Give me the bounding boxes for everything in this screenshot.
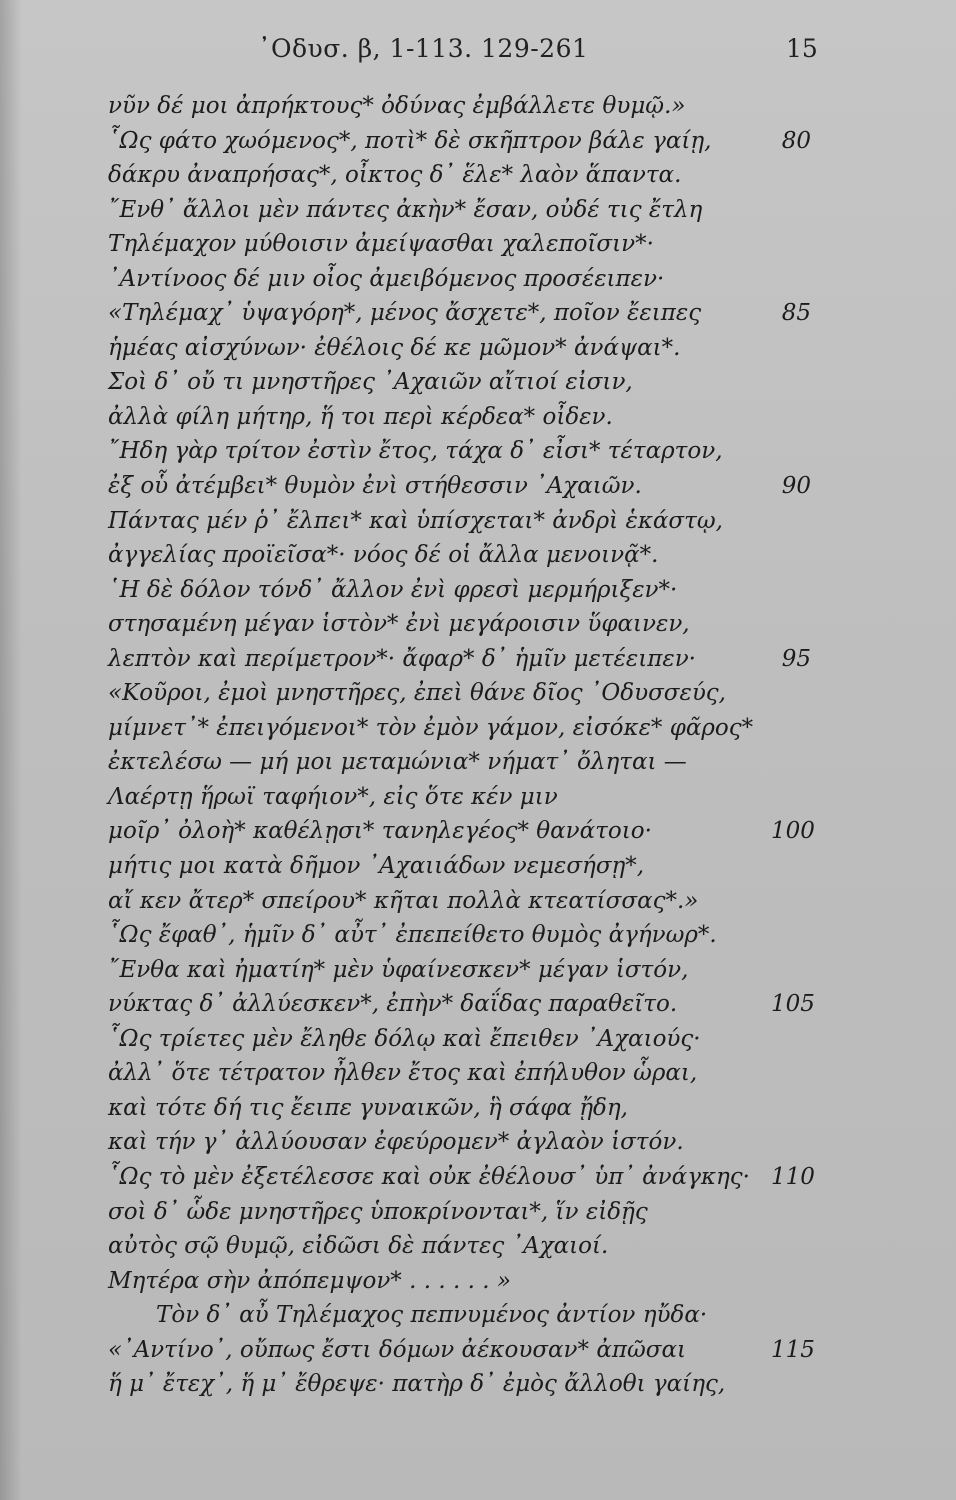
verse-text: αἴ κεν ἄτερ* σπείρου* κῆται πολλὰ κτεατίσσας*.» [108,887,699,914]
verse-line [108,1264,838,1299]
verse-text: Πάντας μέν ῥ᾿ ἔλπει* καὶ ὑπίσχεται* ἀνδρὶ ἑκάστῳ, [108,507,723,534]
verse-text: ᾿Αντίνοος δέ μιν οἶος ἀμειβόμενος προσέειπεν· [108,265,665,292]
verse-line [108,1022,838,1057]
page-number: 15 [786,34,818,63]
verse-text: Τηλέμαχον μύθοισιν ἀμείψασθαι χαλεποῖσιν*· [108,231,654,258]
verse-text: ῟Ως τὸ μὲν ἐξετέλεσσε καὶ οὐκ ἐθέλουσ᾿ ὑπ᾿ ἀνάγκης· [108,1163,750,1190]
verse-line [108,227,838,262]
verse-text: ῟Ως τρίετες μὲν ἔληθε δόλῳ καὶ ἔπειθεν ᾿Αχαιούς· [108,1025,701,1052]
verse-line [108,607,838,642]
verse-text: «Κοῦροι, ἐμοὶ μνηστῆρες, ἐπεὶ θάνε δῖος ᾿Οδυσσεύς, [108,680,726,707]
verse-text: ῎Ενθα καὶ ἠματίη* μὲν ὑφαίνεσκεν* μέγαν ἱστόν, [108,956,689,983]
page-gutter-shadow [0,0,22,1500]
verse-line [108,434,838,469]
verse-line [108,1367,838,1402]
verse-line [108,780,838,815]
line-number: 80 [781,127,811,154]
verse-text: Μητέρα σὴν ἀπόπεμψον* . . . . . . » [108,1267,511,1294]
verse-text-block [108,89,838,1402]
verse-line [108,1195,838,1230]
verse-text: «Τηλέμαχ᾿ ὑψαγόρη*, μένος ἄσχετε*, ποῖον ἔειπες [108,300,702,327]
verse-line [108,745,838,780]
verse-line [108,1229,838,1264]
verse-line [108,987,838,1022]
verse-text: δάκρυ ἀναπρήσας*, οἶκτος δ᾿ ἕλε* λαὸν ἅπαντα. [108,162,682,189]
verse-line [108,849,838,884]
line-number: 110 [771,1163,815,1190]
verse-text: καὶ τήν γ᾿ ἀλλύουσαν ἐφεύρομεν* ἀγλαὸν ἱστόν. [108,1129,684,1156]
verse-text: ῟Ως φάτο χωόμενος*, ποτὶ* δὲ σκῆπτρον βάλε γαίῃ, [108,127,712,154]
verse-text: καὶ τότε δή τις ἔειπε γυναικῶν, ἣ σάφα ᾔδη, [108,1094,628,1121]
line-number: 85 [781,300,811,327]
verse-line [108,573,838,608]
verse-text: σοὶ δ᾿ ὧδε μνηστῆρες ὑποκρίνονται*, ἵν εἰδῇς [108,1198,648,1225]
verse-text: λεπτὸν καὶ περίμετρον*· ἄφαρ* δ᾿ ἡμῖν μετέειπεν· [108,645,696,672]
verse-line [108,1298,838,1333]
verse-line [108,814,838,849]
verse-text: ἐξ οὗ ἀτέμβει* θυμὸν ἐνὶ στήθεσσιν ᾿Αχαιῶν. [108,473,642,500]
verse-text: ἥ μ᾿ ἔτεχ᾿, ἥ μ᾿ ἔθρεψε· πατὴρ δ᾿ ἐμὸς ἄλλοθι γαίης, [108,1371,726,1398]
verse-text: Σοὶ δ᾿ οὔ τι μνηστῆρες ᾿Αχαιῶν αἴτιοί εἰσιν, [108,369,633,396]
verse-line [108,1125,838,1160]
verse-line [108,158,838,193]
verse-text: μοῖρ᾿ ὀλοὴ* καθέλῃσι* τανηλεγέος* θανάτοιο· [108,818,652,845]
verse-line [108,296,838,331]
verse-line [108,89,838,124]
verse-line [108,365,838,400]
line-number: 100 [771,818,815,845]
running-title: ᾿Οδυσ. β, 1-113. 129-261 [258,34,589,63]
verse-line [108,538,838,573]
line-number: 105 [771,991,815,1018]
verse-text: «᾿Αντίνο᾿, οὔπως ἔστι δόμων ἀέκουσαν* ἀπῶσαι [108,1336,686,1363]
verse-line [108,711,838,746]
verse-text: μήτις μοι κατὰ δῆμον ᾿Αχαιιάδων νεμεσήσῃ*, [108,853,645,880]
verse-line [108,331,838,366]
line-number: 115 [771,1336,815,1363]
verse-line [108,1160,838,1195]
verse-line [108,953,838,988]
verse-line [108,1333,838,1368]
verse-line [108,918,838,953]
verse-line [108,1091,838,1126]
verse-text: νῦν δέ μοι ἀπρήκτους* ὀδύνας ἐμβάλλετε θυμῷ.» [108,93,686,119]
verse-line [108,676,838,711]
verse-line [108,884,838,919]
verse-text: ἀλλ᾿ ὅτε τέτρατον ἦλθεν ἔτος καὶ ἐπήλυθον ὧραι, [108,1060,698,1087]
verse-text: Λαέρτῃ ἥρωϊ ταφήιον*, εἰς ὅτε κέν μιν [108,783,558,810]
verse-text: μίμνετ᾿* ἐπειγόμενοι* τὸν ἐμὸν γάμον, εἰσόκε* φᾶρος* [108,714,754,741]
verse-line [108,262,838,297]
verse-text: αὐτὸς σῷ θυμῷ, εἰδῶσι δὲ πάντες ᾿Αχαιοί. [108,1233,609,1260]
verse-line [108,124,838,159]
verse-text: στησαμένη μέγαν ἱστὸν* ἐνὶ μεγάροισιν ὕφαινεν, [108,611,690,638]
verse-line [108,400,838,435]
verse-text: ῟Ως ἔφαθ᾿, ἡμῖν δ᾿ αὖτ᾿ ἐπεπείθετο θυμὸς ἀγήνωρ*. [108,922,717,949]
verse-text: ῎Ηδη γὰρ τρίτον ἐστὶν ἔτος, τάχα δ᾿ εἶσι* τέταρτον, [108,438,723,465]
verse-text: ῎Ενθ᾿ ἄλλοι μὲν πάντες ἀκὴν* ἔσαν, οὐδέ τις ἔτλη [108,196,703,223]
verse-line [108,504,838,539]
line-number: 90 [781,473,811,500]
verse-text: ἡμέας αἰσχύνων· ἐθέλοις δέ κε μῶμον* ἀνάψαι*. [108,334,681,361]
verse-line [108,469,838,504]
verse-text: νύκτας δ᾿ ἀλλύεσκεν*, ἐπὴν* δαΐδας παραθεῖτο. [108,991,678,1018]
verse-line [108,193,838,228]
verse-text: ῾Η δὲ δόλον τόνδ᾿ ἄλλον ἐνὶ φρεσὶ μερμήριξεν*· [108,576,678,603]
verse-line [108,642,838,677]
line-number: 95 [781,645,811,672]
page-header [0,30,956,70]
verse-text: ἐκτελέσω — μή μοι μεταμώνια* νήματ᾿ ὄληται — [108,749,687,776]
verse-line [108,1056,838,1091]
verse-text: ἀλλὰ φίλη μήτηρ, ἥ τοι περὶ κέρδεα* οἶδεν. [108,403,613,430]
verse-text: ἀγγελίας προϊεῖσα*· νόος δέ οἱ ἄλλα μενοινᾷ*. [108,542,659,569]
verse-text: Τὸν δ᾿ αὖ Τηλέμαχος πεπνυμένος ἀντίον ηὔδα· [156,1302,708,1329]
